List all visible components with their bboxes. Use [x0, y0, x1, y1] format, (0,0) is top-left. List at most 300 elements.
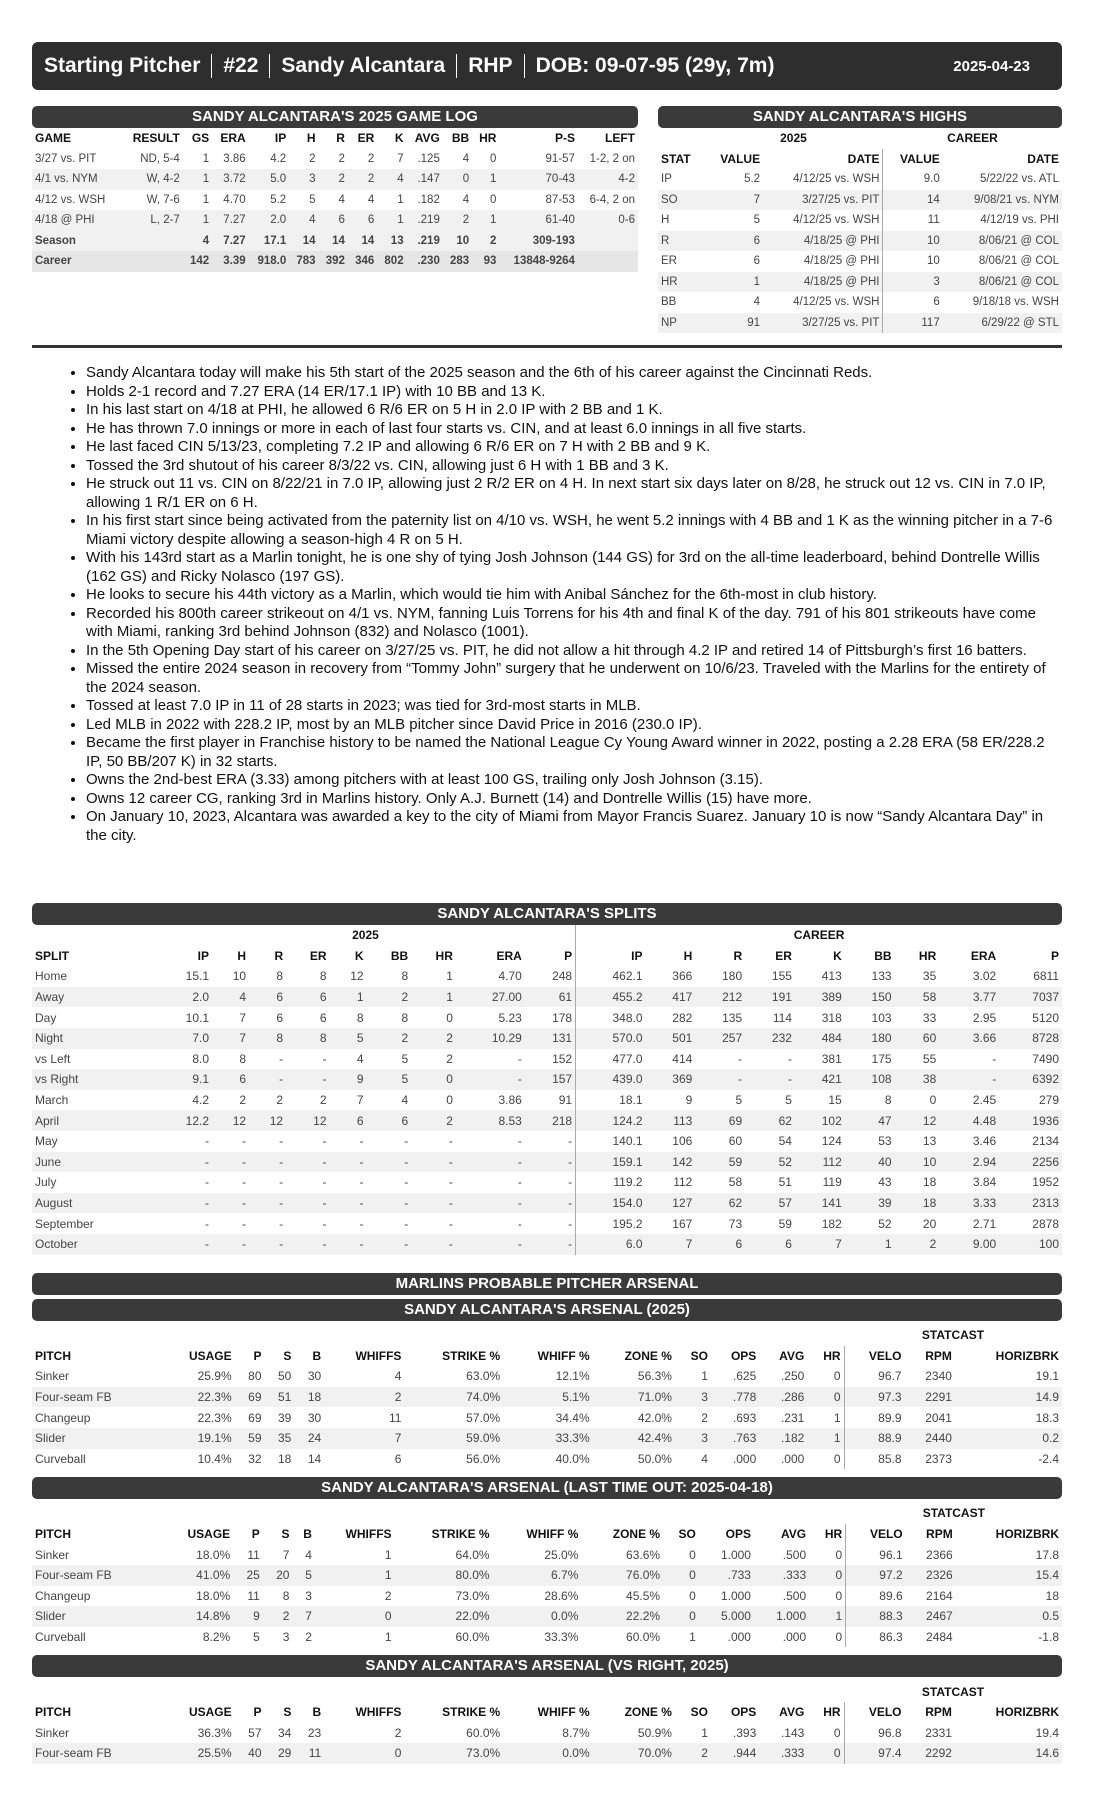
- highs-cell: 3/27/25 vs. PIT: [763, 313, 883, 334]
- highs-cell: 6: [933, 296, 940, 309]
- arsenal-cell: 50: [278, 1369, 292, 1384]
- arsenal-row: [32, 1565, 1062, 1586]
- arsenal-header-cell: STRIKE %: [442, 1705, 501, 1720]
- splits-cell: 6811: [1033, 969, 1059, 984]
- note-item: • On January 10, 2023, Alcantara was awarded a key to the city of Miami from Mayor Francis Suarez. January 10 is now “Sandy Alcantara Day” in the city.: [86, 808, 1054, 845]
- splits-cell: 484: [795, 1028, 845, 1049]
- splits-cell: -: [517, 1216, 522, 1231]
- arsenal-cell: 0: [807, 1743, 844, 1764]
- splits-cell: 180: [845, 1028, 895, 1049]
- splits-cell: 5120: [1032, 1010, 1059, 1025]
- splits-cell: -: [411, 1152, 456, 1173]
- arsenal-cell: 2: [324, 1387, 404, 1408]
- note-item: • He struck out 11 vs. CIN on 8/22/21 in 7.0 IP, allowing just 2 R/2 ER on 4 H. In next start six days later on 8/28, he struck out 12 vs. CIN in 7.0 IP, allowing 1 R/1 ER on 6 H.: [86, 475, 1054, 512]
- splits-cell: 348.0: [612, 1010, 643, 1025]
- arsenal-cell: .763: [711, 1428, 759, 1449]
- splits-cell: 2: [367, 1028, 412, 1049]
- arsenal-header-cell: WHIFFS: [355, 1348, 402, 1363]
- arsenal-header-cell: RPM: [925, 1348, 952, 1363]
- splits-cell: 59: [778, 1216, 792, 1231]
- arsenal-cell: 0: [807, 1449, 844, 1470]
- arsenal-cell: 2: [675, 1743, 711, 1764]
- arsenal-header-cell: B: [312, 1348, 322, 1363]
- arsenal-cell: 42.4%: [593, 1428, 675, 1449]
- splits-cell: 62: [695, 1193, 745, 1214]
- highs-row: [658, 292, 1062, 313]
- arsenal-cell: 3: [305, 1588, 312, 1603]
- highs-row: [658, 272, 1062, 293]
- splits-cell: 2: [319, 1093, 327, 1108]
- arsenal-cell: 18.0%: [196, 1588, 231, 1603]
- game-log-cell: 6: [348, 210, 377, 231]
- arsenal-table: [32, 1503, 1062, 1647]
- arsenal-header-cell: VELO: [868, 1348, 902, 1363]
- splits-cell: vs Left: [35, 1051, 71, 1066]
- game-log-cell: W, 7-6: [146, 193, 180, 206]
- arsenal-cell: 69: [235, 1387, 265, 1408]
- highs-cell: 4/12/19 vs. PHI: [980, 214, 1059, 227]
- arsenal-group-row: [32, 1681, 1062, 1702]
- highs-header-cell: VALUE: [899, 151, 940, 166]
- splits-cell: 8.0: [192, 1051, 210, 1066]
- arsenal-cell: 0.0%: [503, 1743, 592, 1764]
- arsenal-cell: 10.4%: [197, 1451, 232, 1466]
- splits-cell: -: [322, 1216, 327, 1231]
- splits-cell: 15.1: [185, 969, 210, 984]
- highs-group-career: CAREER: [947, 131, 998, 146]
- highs-row: [658, 313, 1062, 334]
- highs-cell: R: [658, 231, 704, 252]
- splits-cell: -: [242, 1175, 247, 1190]
- game-log-cell: 5.0: [249, 169, 290, 190]
- highs-header-cell: DATE: [1027, 151, 1059, 166]
- splits-cell: June: [32, 1152, 156, 1173]
- highs-row: [658, 190, 1062, 211]
- game-log-cell: 7.27: [212, 210, 249, 231]
- splits-cell: 5: [367, 1069, 412, 1090]
- arsenal-group-row: [32, 1325, 1062, 1346]
- highs-cell: NP: [658, 313, 704, 334]
- arsenal-cell: 2: [263, 1606, 293, 1627]
- highs-header-cell: VALUE: [720, 151, 761, 166]
- game-log-summary-cell: 3.39: [212, 251, 249, 272]
- game-log-summary-cell: .219: [407, 231, 443, 252]
- splits-cell: -: [404, 1134, 409, 1149]
- splits-cell: -: [367, 1193, 412, 1214]
- arsenal-cell: 0: [809, 1627, 846, 1648]
- game-log-summary-cell: 14: [348, 231, 377, 252]
- arsenal-row: [32, 1723, 1062, 1744]
- splits-cell: 57: [745, 1193, 795, 1214]
- arsenal-table: [32, 1681, 1062, 1763]
- arsenal-header-cell: HORIZBRK: [995, 1705, 1059, 1720]
- splits-row: [32, 1007, 1062, 1028]
- splits-cell: 318: [821, 1010, 842, 1025]
- arsenal-header-cell: S: [283, 1705, 292, 1720]
- game-log-cell: 4-2: [578, 169, 638, 190]
- arsenal-title: SANDY ALCANTARA'S ARSENAL (2025): [32, 1299, 1062, 1321]
- splits-cell: 413: [821, 969, 842, 984]
- game-log-summary-cell: [578, 251, 638, 272]
- splits-cell: -: [156, 1234, 212, 1255]
- arsenal-cell: 0.0%: [493, 1606, 582, 1627]
- game-log-header-cell: P-S: [554, 131, 575, 146]
- arsenal-cell: 0: [809, 1544, 846, 1565]
- arsenal-cell: 57: [248, 1725, 262, 1740]
- splits-cell: 167: [672, 1216, 693, 1231]
- arsenal-section: [32, 1273, 1062, 1764]
- arsenal-cell: 1: [809, 1606, 846, 1627]
- splits-group-2025: 2025: [156, 925, 576, 946]
- game-log-cell: .182: [417, 193, 440, 206]
- splits-cell: 12: [350, 969, 364, 984]
- arsenal-cell: 25.0%: [544, 1547, 579, 1562]
- splits-cell: -: [322, 1134, 327, 1149]
- game-log-cell: 6: [319, 210, 348, 231]
- splits-cell: 119.2: [613, 1175, 643, 1190]
- game-log-cell: 0: [490, 193, 497, 206]
- splits-cell: 10: [232, 969, 247, 984]
- splits-cell: 5.23: [498, 1010, 522, 1025]
- splits-cell: 439.0: [576, 1069, 646, 1090]
- arsenal-title: SANDY ALCANTARA'S ARSENAL (LAST TIME OUT: 2025-04-18): [32, 1477, 1062, 1499]
- splits-cell: 5: [735, 1093, 743, 1108]
- splits-cell: 257: [695, 1028, 745, 1049]
- game-log-cell: 7: [397, 152, 404, 165]
- arsenal-cell: .143: [780, 1725, 805, 1740]
- arsenal-cell: 0: [809, 1565, 846, 1586]
- note-item: • He has thrown 7.0 innings or more in each of last four starts vs. CIN, and at least 6.0 innings in all five starts.: [86, 420, 1054, 439]
- splits-cell: Away: [32, 987, 156, 1008]
- highs-cell: BB: [661, 296, 677, 309]
- arsenal-cell: 2326: [906, 1565, 956, 1586]
- highs-cell: 9/18/18 vs. WSH: [972, 296, 1059, 309]
- splits-cell: 6: [286, 987, 329, 1008]
- splits-cell: -: [456, 1069, 525, 1090]
- arsenal-cell: 1: [689, 1630, 696, 1645]
- game-log-cell: 1: [183, 210, 212, 231]
- splits-cell: 8: [249, 1028, 286, 1049]
- arsenal-table: [32, 1325, 1062, 1469]
- splits-cell: 6: [367, 1110, 412, 1131]
- arsenal-cell: 0: [324, 1743, 404, 1764]
- arsenal-row: [32, 1586, 1062, 1607]
- title-separator: [269, 54, 270, 78]
- game-log-summary-cell: [121, 251, 183, 272]
- arsenal-cell: 56.3%: [637, 1369, 672, 1384]
- note-item: • Missed the entire 2024 season in recovery from “Tommy John” surgery that he underwent on 10/6/23. Traveled with the Marlins for the entirety of the 2024 season.: [86, 660, 1054, 697]
- arsenal-cell: 1: [807, 1407, 844, 1428]
- arsenal-cell: Sinker: [35, 1369, 70, 1384]
- splits-cell: -: [992, 1051, 997, 1066]
- game-log-cell: 4: [289, 210, 318, 231]
- splits-cell: -: [367, 1152, 412, 1173]
- splits-cell: 159.1: [576, 1152, 646, 1173]
- arsenal-cell: 20: [263, 1565, 293, 1586]
- arsenal-header-cell: WHIFFS: [345, 1527, 392, 1542]
- arsenal-header-cell: HR: [809, 1524, 846, 1545]
- arsenal-header-cell: STRIKE %: [442, 1348, 501, 1363]
- arsenal-cell: 85.8: [878, 1451, 902, 1466]
- arsenal-cell: 19.1: [1035, 1369, 1059, 1384]
- arsenal-cell: 2331: [925, 1725, 952, 1740]
- splits-cell: 2.0: [156, 987, 212, 1008]
- splits-cell: 59: [695, 1152, 745, 1173]
- splits-cell: -: [745, 1069, 795, 1090]
- arsenal-cell: 14.9: [955, 1387, 1062, 1408]
- splits-cell: 39: [845, 1193, 895, 1214]
- arsenal-cell: 22.3%: [160, 1387, 235, 1408]
- game-log-cell: 4: [377, 169, 406, 190]
- splits-cell: 2256: [999, 1152, 1062, 1173]
- splits-cell: 103: [871, 1010, 892, 1025]
- splits-cell: 195.2: [612, 1216, 643, 1231]
- splits-row: [32, 966, 1062, 987]
- arsenal-header-cell: PITCH: [35, 1348, 71, 1363]
- splits-cell: 3.77: [939, 987, 999, 1008]
- game-log-summary-cell: [578, 231, 638, 252]
- game-log-summary-cell: 13848-9264: [499, 251, 578, 272]
- splits-group-career: CAREER: [793, 928, 845, 943]
- note-item: • With his 143rd start as a Marlin tonight, he is one shy of tying Josh Johnson (144 GS) for 3rd on the all-time leaderboard, behind Dontrelle Willis (162 GS) and Ricky Nolasco (197 GS).: [86, 549, 1054, 586]
- arsenal-cell: 1: [384, 1630, 392, 1645]
- splits-cell: -: [517, 1134, 522, 1149]
- splits-cell: 2.94: [939, 1152, 999, 1173]
- splits-cell: -: [525, 1152, 576, 1173]
- splits-cell: -: [205, 1175, 210, 1190]
- splits-cell: -: [939, 1069, 999, 1090]
- note-item: • In his first start since being activated from the paternity list on 4/10 vs. WSH, he went 5.2 innings with 4 BB and 1 K as the winning pitcher in a 7-6 Miami victory despite allowing a season-high 4 R on 5 H.: [86, 512, 1054, 549]
- arsenal-row: [32, 1743, 1062, 1764]
- highs-cell: 4/18/25 @ PHI: [763, 231, 883, 252]
- splits-cell: 9: [685, 1093, 693, 1108]
- arsenal-header-cell: OPS: [730, 1705, 757, 1720]
- highs-table: [658, 128, 1062, 333]
- splits-cell: 10.29: [456, 1028, 525, 1049]
- splits-cell: 477.0: [612, 1051, 643, 1066]
- splits-cell: 13: [922, 1134, 937, 1149]
- game-log-title: SANDY ALCANTARA'S 2025 GAME LOG: [32, 106, 638, 128]
- arsenal-cell: 34: [278, 1725, 292, 1740]
- arsenal-cell: 2164: [926, 1588, 953, 1603]
- game-log-cell: ND, 5-4: [140, 152, 180, 165]
- highs-cell: 117: [883, 313, 943, 334]
- arsenal-row: [32, 1627, 1062, 1648]
- arsenal-header-cell: PITCH: [35, 1705, 71, 1720]
- arsenal-cell: 17.8: [1035, 1547, 1059, 1562]
- arsenal-block: [32, 1655, 1062, 1763]
- arsenal-cell: .000: [727, 1630, 751, 1645]
- note-item: • Led MLB in 2022 with 228.2 IP, most by an MLB pitcher since David Price in 2016 (230.0 IP).: [86, 716, 1054, 735]
- splits-cell: 102: [795, 1110, 845, 1131]
- arsenal-row: [32, 1387, 1062, 1408]
- game-log-summary-cell: 346: [348, 251, 377, 272]
- highs-cell: 4: [753, 296, 761, 309]
- game-log-row: [32, 169, 638, 190]
- arsenal-cell: 2291: [905, 1387, 955, 1408]
- arsenal-cell: Curveball: [35, 1451, 86, 1466]
- highs-cell: 9.0: [923, 173, 940, 186]
- title-bar: [32, 42, 1062, 90]
- arsenal-cell: 40.0%: [555, 1451, 590, 1466]
- game-log-table: [32, 128, 638, 272]
- splits-row: [32, 1213, 1062, 1234]
- title-role: Starting Pitcher: [44, 54, 201, 77]
- highs-group-spacer: [658, 128, 704, 149]
- arsenal-cell: 4: [394, 1369, 402, 1384]
- splits-cell: -: [517, 1175, 522, 1190]
- splits-cell: -: [404, 1175, 409, 1190]
- splits-cell: 0: [411, 1069, 456, 1090]
- splits-cell: 8: [401, 969, 409, 984]
- splits-header-cell: ER: [309, 948, 327, 963]
- arsenal-cell: .778: [711, 1387, 759, 1408]
- game-log-summary-cell: 93: [472, 251, 499, 272]
- arsenal-cell: 18: [1045, 1588, 1059, 1603]
- splits-cell: -: [448, 1134, 453, 1149]
- game-log-cell: 3.72: [212, 169, 249, 190]
- arsenal-cell: .250: [780, 1369, 805, 1384]
- arsenal-header: MARLINS PROBABLE PITCHER ARSENAL: [32, 1273, 1062, 1295]
- splits-cell: -: [205, 1216, 210, 1231]
- arsenal-cell: Curveball: [35, 1630, 86, 1645]
- report-date: 2025-04-23: [953, 57, 1030, 75]
- splits-cell: -: [156, 1152, 212, 1173]
- game-log-header-cell: BB: [451, 131, 470, 146]
- game-log-summary-cell: 142: [183, 251, 212, 272]
- splits-cell: 62: [745, 1110, 795, 1131]
- arsenal-cell: 0: [807, 1387, 844, 1408]
- highs-cell: 4/18/25 @ PHI: [763, 272, 883, 293]
- highs-cell: 7: [704, 190, 763, 211]
- arsenal-cell: 2: [384, 1588, 392, 1603]
- arsenal-cell: 3: [282, 1630, 290, 1645]
- highs-cell: 14: [883, 190, 943, 211]
- game-log-cell: 2.0: [249, 210, 290, 231]
- game-log-header-cell: K: [394, 131, 404, 146]
- highs-cell: 6/29/22 @ STL: [943, 313, 1062, 334]
- arsenal-cell: 33.3%: [503, 1428, 592, 1449]
- arsenal-row: [32, 1407, 1062, 1428]
- splits-cell: 58: [895, 987, 940, 1008]
- splits-cell: 4.2: [192, 1093, 210, 1108]
- arsenal-cell: 2340: [925, 1369, 952, 1384]
- splits-cell: 91: [525, 1090, 576, 1111]
- note-item: • Holds 2-1 record and 7.27 ERA (14 ER/17.1 IP) with 10 BB and 13 K.: [86, 383, 1054, 402]
- arsenal-cell: Sinker: [35, 1547, 70, 1562]
- arsenal-cell: 97.2: [846, 1565, 906, 1586]
- arsenal-cell: 45.5%: [626, 1588, 661, 1603]
- splits-row: [32, 1049, 1062, 1070]
- note-item: • Owns 12 career CG, ranking 3rd in Marlins history. Only A.J. Burnett (14) and Dontrelle Willis (15) have more.: [86, 790, 1054, 809]
- splits-cell: -: [330, 1193, 367, 1214]
- arsenal-cell: 60.0%: [626, 1630, 661, 1645]
- splits-cell: August: [32, 1193, 156, 1214]
- game-log-summary-row: [32, 251, 638, 272]
- game-log-cell: 0-6: [578, 210, 638, 231]
- splits-cell: -: [695, 1069, 745, 1090]
- arsenal-cell: 8: [282, 1588, 290, 1603]
- splits-cell: -: [286, 1193, 329, 1214]
- arsenal-cell: 0: [807, 1723, 844, 1744]
- arsenal-cell: 9: [233, 1606, 263, 1627]
- game-log-cell: 3: [289, 169, 318, 190]
- arsenal-header-row: [32, 1524, 1062, 1545]
- arsenal-header-cell: SO: [678, 1527, 696, 1542]
- splits-header-cell: ERA: [496, 948, 522, 963]
- arsenal-cell: 22.3%: [197, 1410, 232, 1425]
- note-item: • In the 5th Opening Day start of his career on 3/27/25 vs. PIT, he did not allow a hit through 4.2 IP and retired 14 of Pittsburgh’s first 16 batters.: [86, 642, 1054, 661]
- splits-cell: -: [525, 1234, 576, 1255]
- title-separator: [524, 54, 525, 78]
- arsenal-cell: 32: [248, 1451, 262, 1466]
- splits-cell: 113: [646, 1110, 696, 1131]
- splits-cell: 12: [895, 1110, 940, 1131]
- splits-cell: 455.2: [576, 987, 646, 1008]
- arsenal-cell: 97.3: [844, 1387, 904, 1408]
- game-log-cell: .219: [407, 210, 443, 231]
- splits-cell: 8: [356, 1010, 364, 1025]
- splits-cell: 6: [212, 1069, 249, 1090]
- note-item: • He looks to secure his 44th victory as a Marlin, which would tie him with Anibal Sánchez for the 6th-most in club history.: [86, 586, 1054, 605]
- splits-cell: July: [35, 1175, 57, 1190]
- game-log-cell: 1-2, 2 on: [589, 152, 635, 165]
- splits-cell: 2.95: [972, 1010, 997, 1025]
- arsenal-cell: 2440: [905, 1428, 955, 1449]
- splits-cell: 119: [822, 1175, 842, 1190]
- title-throws: RHP: [468, 54, 513, 77]
- splits-cell: -: [286, 1234, 329, 1255]
- note-item: • Tossed the 3rd shutout of his career 8/3/22 vs. CIN, allowing just 6 H with 1 BB and 3 K.: [86, 457, 1054, 476]
- splits-cell: 55: [922, 1051, 937, 1066]
- arsenal-cell: Slider: [32, 1606, 159, 1627]
- game-log-cell: 5.2: [270, 193, 287, 206]
- splits-cell: -: [242, 1216, 247, 1231]
- splits-cell: 9.00: [939, 1234, 999, 1255]
- arsenal-cell: 25.9%: [197, 1369, 232, 1384]
- arsenal-cell: 96.1: [879, 1547, 903, 1562]
- splits-cell: -: [279, 1175, 284, 1190]
- arsenal-cell: 22.0%: [395, 1606, 493, 1627]
- arsenal-cell: 5.1%: [503, 1387, 592, 1408]
- highs-cell: 5/22/22 vs. ATL: [979, 173, 1059, 186]
- splits-cell: -: [359, 1216, 364, 1231]
- splits-cell: 3.86: [498, 1093, 522, 1108]
- highs-cell: 91: [704, 313, 763, 334]
- arsenal-header-cell: PITCH: [35, 1527, 71, 1542]
- arsenal-cell: .944: [711, 1743, 759, 1764]
- arsenal-cell: 24: [294, 1428, 324, 1449]
- splits-cell: 232: [745, 1028, 795, 1049]
- arsenal-cell: 0: [663, 1565, 699, 1586]
- game-log-summary-cell: 17.1: [249, 231, 290, 252]
- splits-cell: 0: [446, 1093, 453, 1108]
- arsenal-cell: 4: [701, 1451, 708, 1466]
- splits-header-cell: SPLIT: [35, 948, 70, 963]
- arsenal-cell: 57.0%: [466, 1410, 501, 1425]
- splits-cell: -: [279, 1051, 284, 1066]
- arsenal-cell: 1: [701, 1369, 708, 1384]
- arsenal-cell: 8.2%: [202, 1630, 231, 1645]
- splits-row: [32, 1069, 1062, 1090]
- arsenal-cell: 6: [394, 1451, 402, 1466]
- splits-cell: 124: [821, 1134, 842, 1149]
- game-log-summary-cell: 4: [183, 231, 212, 252]
- splits-cell: -: [249, 1152, 286, 1173]
- splits-header-cell: HR: [435, 948, 453, 963]
- arsenal-cell: 6.7%: [493, 1565, 582, 1586]
- arsenal-cell: 3: [675, 1387, 711, 1408]
